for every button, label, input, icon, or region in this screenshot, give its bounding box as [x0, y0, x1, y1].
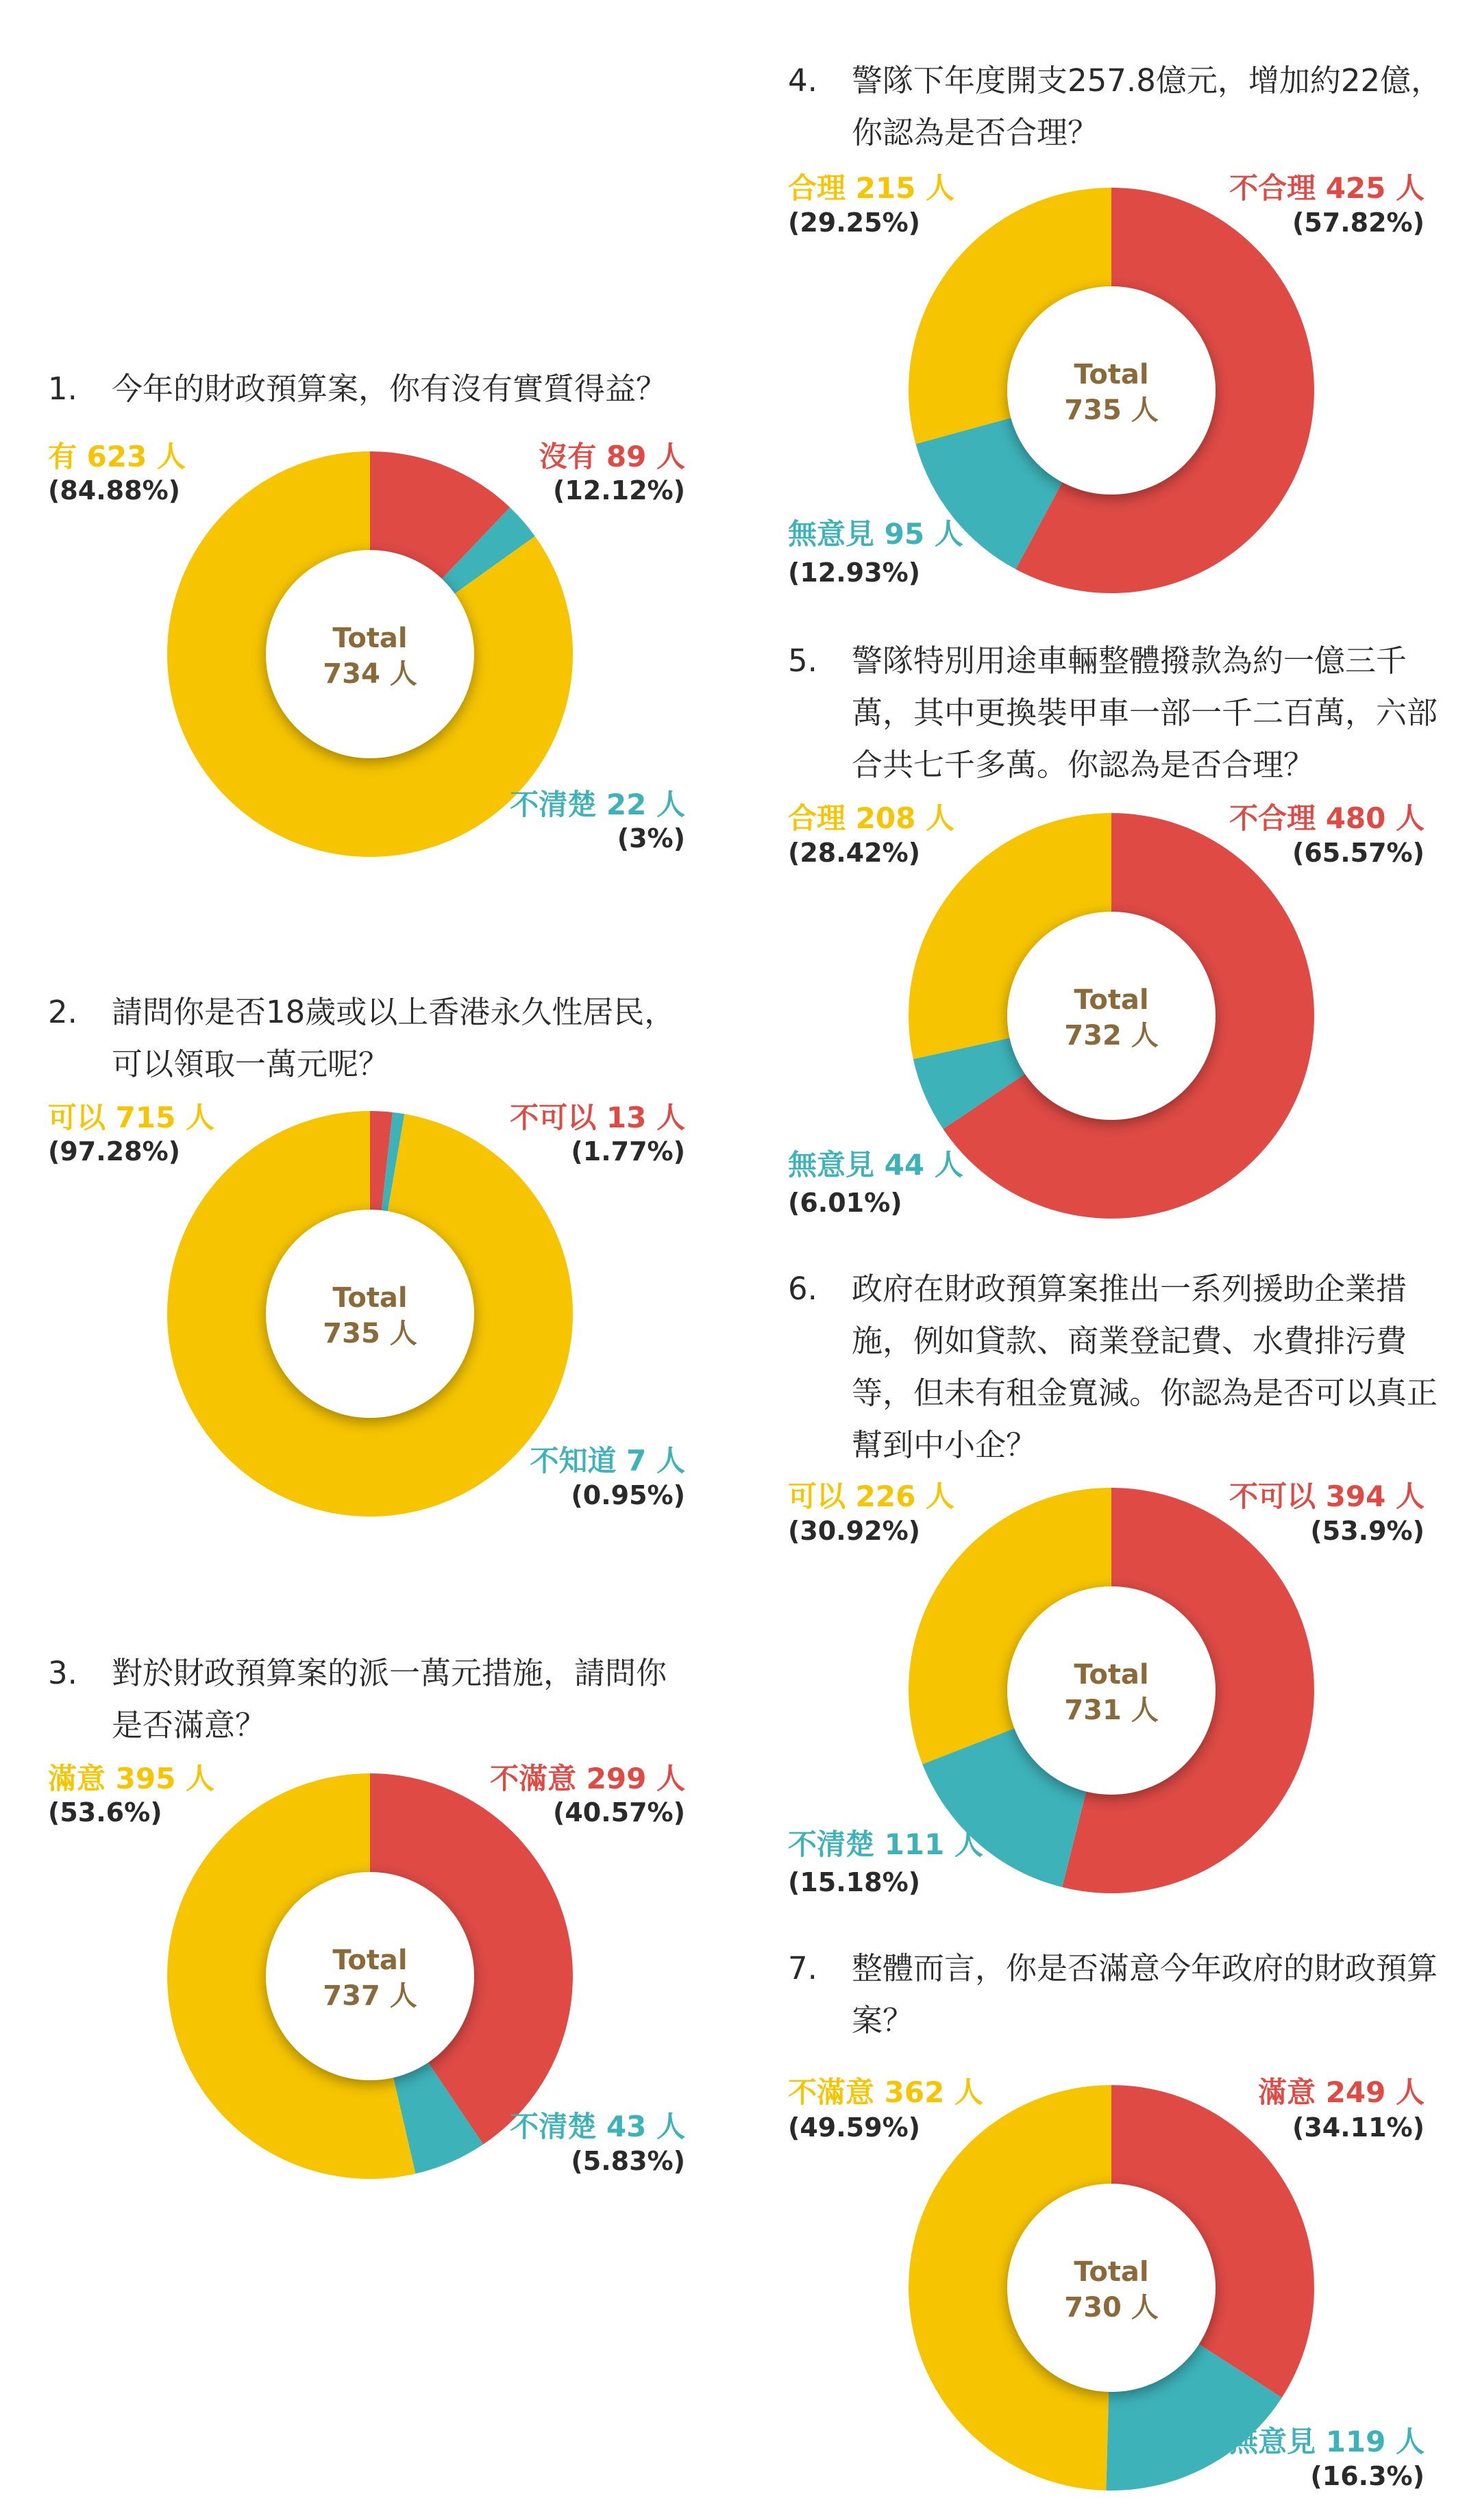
- donut-center: [1007, 1586, 1216, 1795]
- label-count: 43 人: [606, 2110, 685, 2143]
- total-label: Total: [1074, 984, 1149, 1016]
- label-no-pct: (12.12%): [552, 475, 685, 506]
- question-text: 對於財政預算案的派一萬元措施，請問你是否滿意？: [112, 1655, 667, 1743]
- label-name: 不可以: [510, 1101, 597, 1134]
- label-unsure-pct: (15.18%): [788, 1867, 921, 1897]
- donut-chart-5: [906, 810, 1317, 1221]
- label-count: 394 人: [1325, 1480, 1425, 1513]
- label-count: 89 人: [606, 440, 685, 473]
- label-unsure: [510, 2110, 685, 2144]
- total-value: 735 人: [323, 1318, 417, 1349]
- label-name: 有: [48, 440, 77, 473]
- label-cannot-pct: (1.77%): [571, 1136, 685, 1167]
- label-name: 無意見: [1229, 2425, 1316, 2458]
- label-unreasonable-pct: (65.57%): [1292, 838, 1425, 868]
- label-name: 沒有: [539, 440, 597, 473]
- label-name: 合理: [788, 171, 846, 205]
- label-name: 不可以: [1229, 1480, 1316, 1513]
- total-value: 730 人: [1064, 2292, 1159, 2323]
- label-count: 395 人: [115, 1762, 214, 1795]
- total-value: 734 人: [323, 658, 417, 690]
- label-no-opinion: [788, 517, 963, 551]
- donut-center: [266, 550, 474, 758]
- label-unsatisfied-pct: (40.57%): [552, 1797, 685, 1827]
- label-count: 362 人: [884, 2075, 983, 2109]
- label-name: 不合理: [1229, 171, 1316, 205]
- label-no-opinion: [788, 1148, 963, 1182]
- label-unsure: [788, 1827, 983, 1862]
- label-count: 119 人: [1325, 2425, 1425, 2458]
- donut-center: [1007, 912, 1216, 1120]
- label-unsure-pct: (5.83%): [571, 2146, 685, 2176]
- total-value: 737 人: [323, 1980, 417, 2012]
- question-number: 5.: [788, 643, 817, 679]
- question-text: 整體而言，你是否滿意今年政府的財政預算案？: [852, 1950, 1438, 2038]
- label-unsatisfied-pct: (49.59%): [788, 2112, 921, 2143]
- label-count: 13 人: [606, 1101, 685, 1134]
- total-label: Total: [332, 1282, 408, 1314]
- question-number: 2.: [48, 994, 77, 1030]
- label-count: 425 人: [1325, 171, 1425, 205]
- question-text: 請問你是否18歲或以上香港永久性居民，可以領取一萬元呢？: [112, 994, 676, 1082]
- label-name: 無意見: [788, 1148, 875, 1182]
- label-no-opinion-pct: (16.3%): [1310, 2461, 1425, 2491]
- label-no-opinion: [1229, 2425, 1425, 2459]
- total-label: Total: [1074, 2256, 1149, 2288]
- total-value: 735 人: [1064, 395, 1159, 426]
- label-name: 不清楚: [510, 788, 597, 821]
- label-count: 299 人: [586, 1762, 685, 1795]
- label-name: 滿意: [48, 1762, 106, 1795]
- label-no-opinion-pct: (6.01%): [788, 1188, 902, 1218]
- question-number: 3.: [48, 1655, 77, 1691]
- label-name: 合理: [788, 801, 846, 835]
- label-count: 22 人: [606, 788, 685, 821]
- label-count: 226 人: [855, 1480, 954, 1513]
- total-label: Total: [332, 1945, 408, 1976]
- label-yes-pct: (84.88%): [48, 475, 181, 506]
- total-label: Total: [1074, 1659, 1149, 1691]
- label-name: 可以: [48, 1101, 106, 1134]
- label-name: 滿意: [1258, 2075, 1316, 2109]
- label-unsure: [510, 788, 685, 822]
- donut-center: [1007, 2184, 1216, 2392]
- question-text: 警隊下年度開支257.8億元，增加約22億，你認為是否合理？: [852, 62, 1442, 151]
- label-unreasonable-pct: (57.82%): [1292, 208, 1425, 238]
- donut-center: [1007, 286, 1216, 495]
- label-count: 95 人: [884, 517, 963, 551]
- question-number: 6.: [788, 1271, 817, 1307]
- label-dont-know-pct: (0.95%): [571, 1480, 685, 1510]
- question-number: 1.: [48, 371, 77, 407]
- label-name: 不清楚: [788, 1827, 875, 1861]
- label-satisfied-pct: (34.11%): [1292, 2112, 1425, 2143]
- question-text: 政府在財政預算案推出一系列援助企業措施，例如貸款、商業登記費、水費排污費等，但未有租金寬減。你認為是否可以真正幫到中小企？: [852, 1271, 1438, 1463]
- label-count: 715 人: [115, 1101, 214, 1134]
- label-count: 249 人: [1325, 2075, 1425, 2109]
- question-text: 今年的財政預算案，你有沒有實質得益？: [112, 371, 667, 407]
- donut-center: [266, 1210, 474, 1418]
- label-name: 不清楚: [510, 2110, 597, 2143]
- question-text: 警隊特別用途車輛整體撥款為約一億三千萬，其中更換裝甲車一部一千二百萬，六部合共七千多萬。你認為是否合理？: [852, 643, 1438, 783]
- label-count: 623 人: [86, 440, 186, 473]
- label-reasonable-pct: (28.42%): [788, 838, 921, 868]
- label-name: 不合理: [1229, 801, 1316, 835]
- label-count: 7 人: [626, 1444, 685, 1477]
- question-number: 7.: [788, 1950, 817, 1986]
- label-name: 無意見: [788, 517, 875, 551]
- label-count: 480 人: [1325, 801, 1425, 835]
- total-value: 732 人: [1064, 1020, 1159, 1051]
- label-name: 不滿意: [788, 2075, 875, 2109]
- label-can-pct: (97.28%): [48, 1136, 181, 1167]
- label-count: 208 人: [855, 801, 954, 835]
- label-cannot-pct: (53.9%): [1310, 1516, 1425, 1546]
- label-count: 111 人: [884, 1827, 983, 1861]
- donut-center: [266, 1872, 474, 2080]
- label-count: 215 人: [855, 171, 954, 205]
- label-dont-know: [530, 1444, 686, 1478]
- label-no-opinion-pct: (12.93%): [788, 558, 921, 588]
- total-label: Total: [1074, 359, 1149, 390]
- label-can-pct: (30.92%): [788, 1516, 921, 1546]
- donut-chart-4: [906, 185, 1317, 596]
- label-name: 不知道: [530, 1444, 617, 1477]
- label-satisfied-pct: (53.6%): [48, 1797, 162, 1827]
- label-count: 44 人: [884, 1148, 963, 1182]
- donut-chart-2: [164, 1108, 576, 1519]
- label-name: 不滿意: [490, 1762, 577, 1795]
- label-reasonable-pct: (29.25%): [788, 208, 921, 238]
- label-unsure-pct: (3%): [617, 823, 685, 853]
- question-number: 4.: [788, 62, 817, 99]
- total-label: Total: [332, 623, 408, 654]
- label-name: 可以: [788, 1480, 846, 1513]
- total-value: 731 人: [1064, 1695, 1159, 1726]
